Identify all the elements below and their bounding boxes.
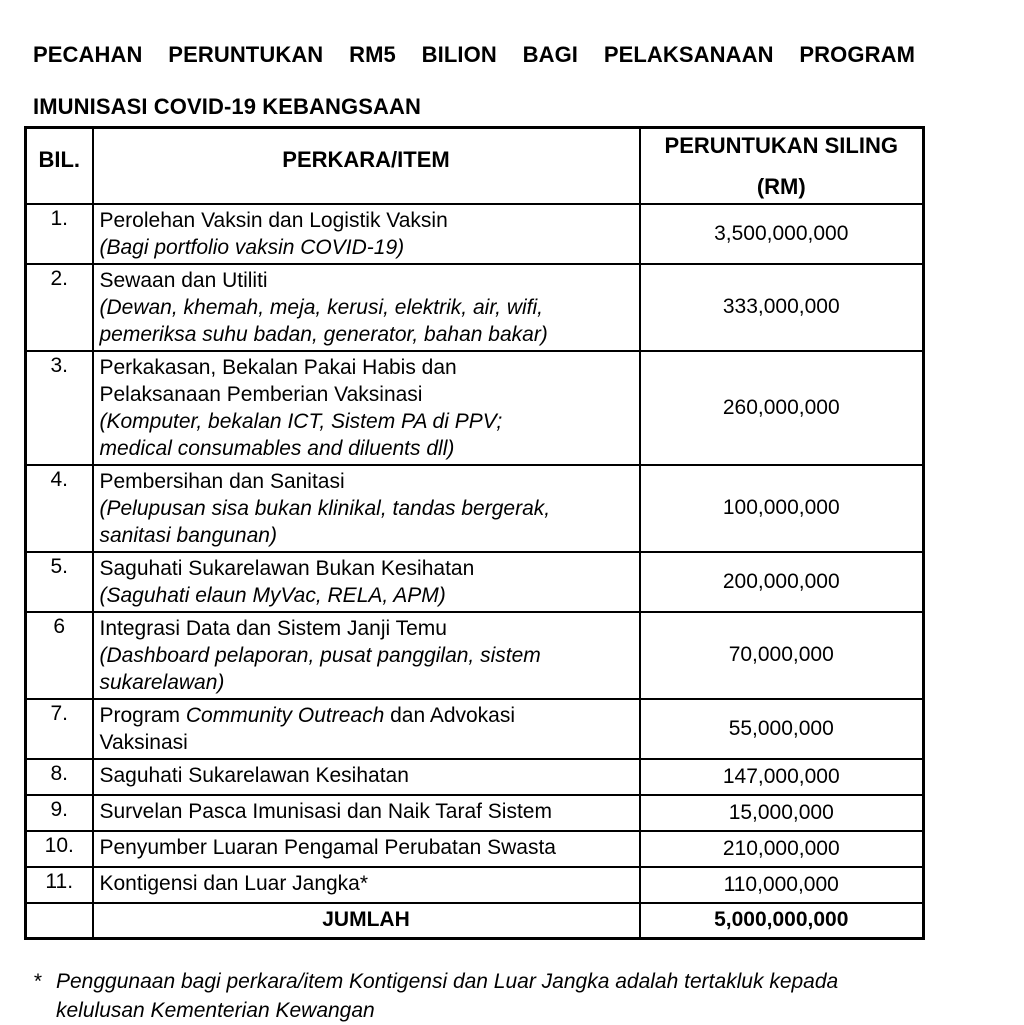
row-number: 6 (26, 612, 93, 699)
allocation-amount: 147,000,000 (640, 759, 924, 795)
table-row (26, 264, 924, 351)
item-description-line: (Saguhati elaun MyVac, RELA, APM) (99, 583, 446, 607)
title-line-2: IMUNISASI COVID-19 KEBANGSAAN (33, 94, 421, 119)
header-rm-line: (RM) (756, 174, 806, 199)
item-description (93, 795, 640, 831)
table-body (26, 204, 924, 939)
footnote-text (56, 967, 1024, 1025)
total-bil-empty (26, 903, 93, 939)
row-number: 9. (26, 795, 93, 831)
item-description (93, 351, 640, 465)
item-description-line: Penyumber Luaran Pengamal Perubatan Swasta (99, 835, 556, 859)
item-description-line: sukarelawan) (99, 670, 225, 694)
allocation-amount: 200,000,000 (640, 552, 924, 612)
table-row (26, 699, 924, 759)
header-peruntukan-siling (640, 128, 924, 204)
row-number: 11. (26, 867, 93, 903)
item-description (93, 699, 640, 759)
allocation-amount: 210,000,000 (640, 831, 924, 867)
item-description (93, 612, 640, 699)
table-row (26, 759, 924, 795)
table-row (26, 831, 924, 867)
total-row (26, 903, 924, 939)
row-number: 5. (26, 552, 93, 612)
item-description-line: pemeriksa suhu badan, generator, bahan bakar) (99, 322, 548, 346)
item-description-line: Survelan Pasca Imunisasi dan Naik Taraf Sistem (99, 799, 552, 823)
allocation-amount: 333,000,000 (640, 264, 924, 351)
item-description (93, 264, 640, 351)
item-description (93, 831, 640, 867)
table-row (26, 204, 924, 264)
footnote-marker: * (33, 970, 42, 993)
table-row (26, 612, 924, 699)
allocation-amount: 70,000,000 (640, 612, 924, 699)
document-title (33, 42, 915, 120)
allocation-amount: 15,000,000 (640, 795, 924, 831)
allocation-table (24, 126, 925, 940)
item-description-line: (Bagi portfolio vaksin COVID-19) (99, 235, 405, 259)
item-description-line: Pelaksanaan Pemberian Vaksinasi (99, 382, 423, 406)
total-label: JUMLAH (93, 903, 640, 939)
item-description-line: sanitasi bangunan) (99, 523, 277, 547)
item-description-line: Saguhati Sukarelawan Bukan Kesihatan (99, 556, 475, 580)
footnote (33, 967, 1024, 1025)
item-description-line: Program Community Outreach dan Advokasi (99, 703, 516, 727)
header-peruntukan-siling-line1: PERUNTUKAN SILING (664, 133, 898, 158)
table-row (26, 867, 924, 903)
item-description-line: Integrasi Data dan Sistem Janji Temu (99, 616, 447, 640)
allocation-amount: 260,000,000 (640, 351, 924, 465)
table-row (26, 795, 924, 831)
allocation-amount: 3,500,000,000 (640, 204, 924, 264)
row-number: 7. (26, 699, 93, 759)
item-description-line: Perolehan Vaksin dan Logistik Vaksin (99, 208, 448, 232)
row-number: 4. (26, 465, 93, 552)
allocation-amount: 100,000,000 (640, 465, 924, 552)
allocation-amount: 55,000,000 (640, 699, 924, 759)
total-amount: 5,000,000,000 (640, 903, 924, 939)
item-description-line: Vaksinasi (99, 730, 188, 754)
item-description-line: medical consumables and diluents dll) (99, 436, 455, 460)
item-description-line: Sewaan dan Utiliti (99, 268, 268, 292)
item-description-line: (Pelupusan sisa bukan klinikal, tandas bergerak, (99, 496, 551, 520)
item-description (93, 759, 640, 795)
table-header-row (26, 128, 924, 204)
item-description-line: Perkakasan, Bekalan Pakai Habis dan (99, 355, 457, 379)
item-description (93, 465, 640, 552)
item-description (93, 204, 640, 264)
header-bil: BIL. (26, 128, 93, 204)
allocation-amount: 110,000,000 (640, 867, 924, 903)
item-description-line: (Dashboard pelaporan, pusat panggilan, sistem (99, 643, 541, 667)
footnote-line-1: Penggunaan bagi perkara/item Kontigensi dan Luar Jangka adalah tertakluk kepada (56, 970, 839, 993)
row-number: 3. (26, 351, 93, 465)
item-description (93, 867, 640, 903)
item-description-line: Kontigensi dan Luar Jangka* (99, 871, 369, 895)
item-description-line: Saguhati Sukarelawan Kesihatan (99, 763, 409, 787)
table-row (26, 552, 924, 612)
header-perkara-item: PERKARA/ITEM (93, 128, 640, 204)
table-row (26, 465, 924, 552)
item-description-line: Pembersihan dan Sanitasi (99, 469, 345, 493)
row-number: 10. (26, 831, 93, 867)
title-line-1: PECAHAN PERUNTUKAN RM5 BILION BAGI PELAKSANAAN PROGRAM (33, 42, 915, 67)
row-number: 8. (26, 759, 93, 795)
row-number: 1. (26, 204, 93, 264)
footnote-line-2: kelulusan Kementerian Kewangan (56, 999, 375, 1022)
item-description-line: (Komputer, bekalan ICT, Sistem PA di PPV; (99, 409, 503, 433)
item-description (93, 552, 640, 612)
table-row (26, 351, 924, 465)
item-description-line: (Dewan, khemah, meja, kerusi, elektrik, air, wifi, (99, 295, 543, 319)
row-number: 2. (26, 264, 93, 351)
